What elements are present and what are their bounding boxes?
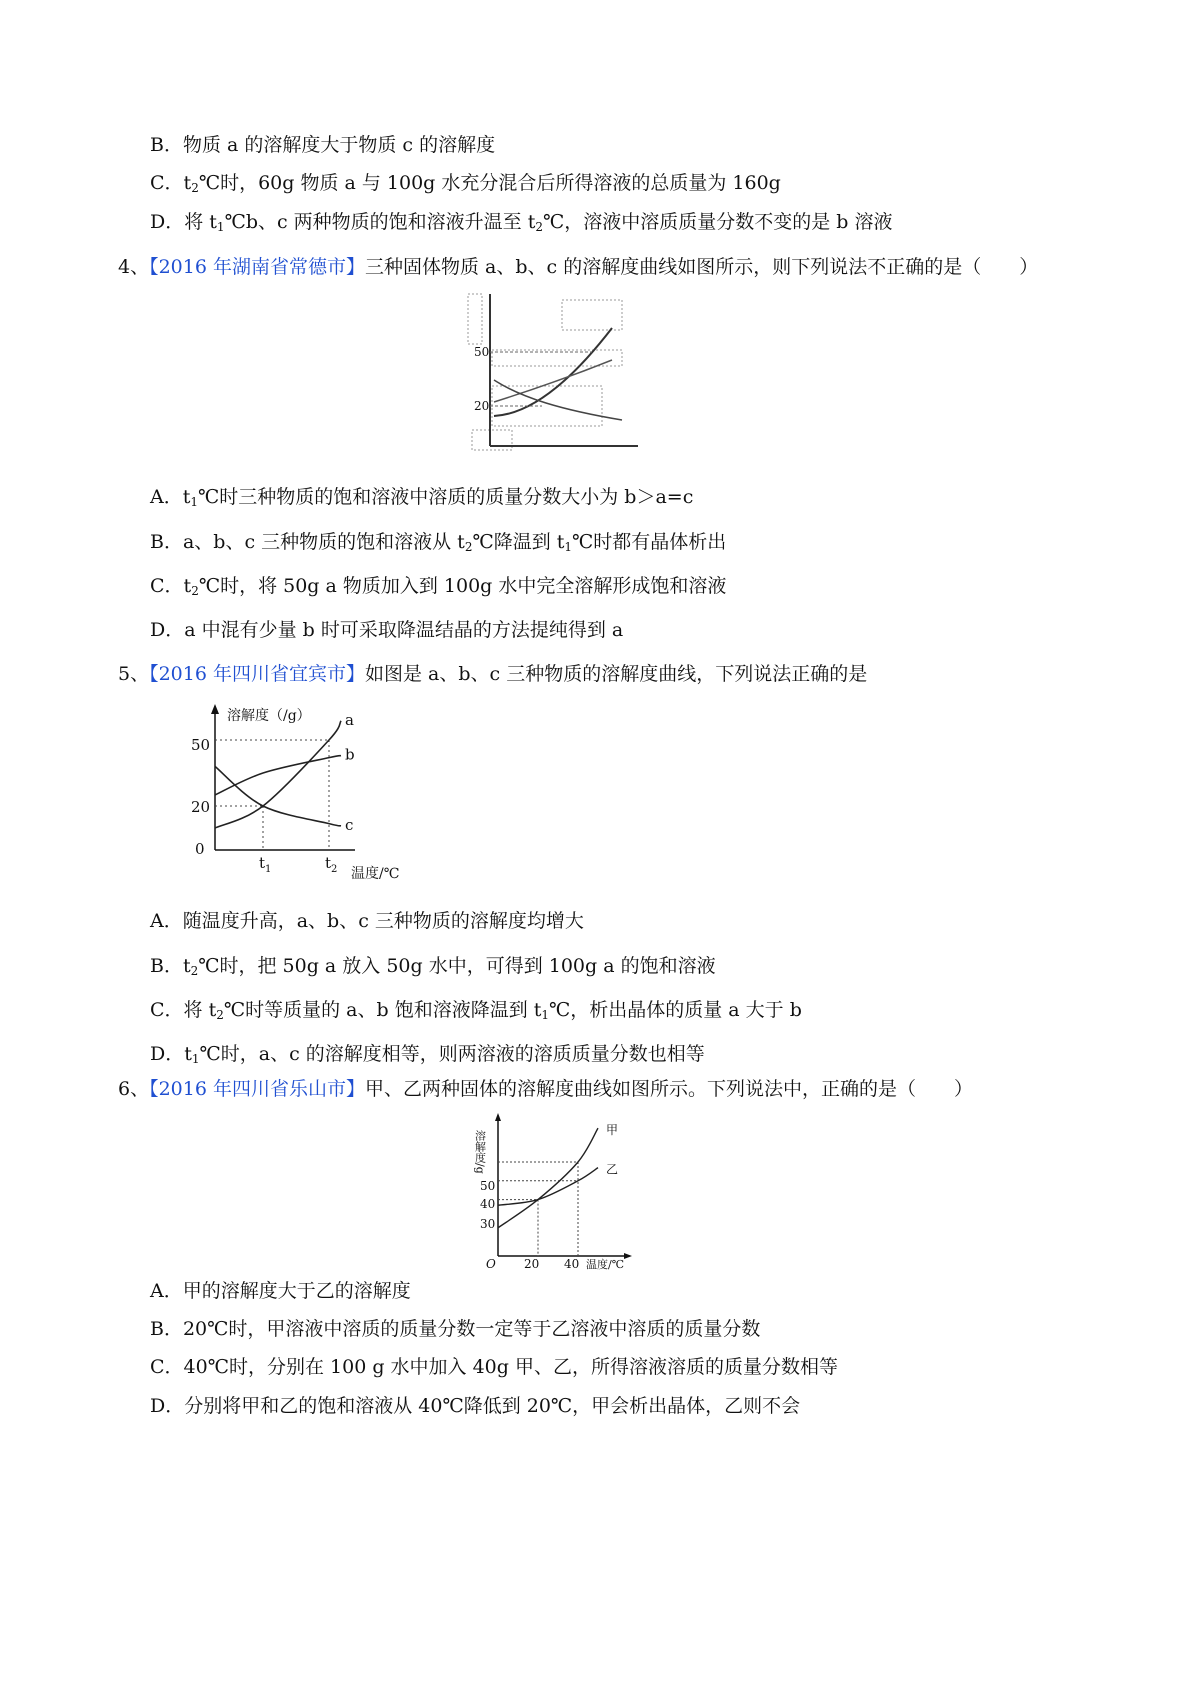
q5-ylabel: 溶解度（/g） (227, 708, 311, 724)
q6-solubility-figure (473, 1110, 638, 1272)
q4-ytick-50: 50 (474, 345, 490, 359)
q5-ytick-0: 0 (195, 840, 205, 858)
q4-option-c: C．$t_2℃$时，将 50g a 物质加入到 100g 水中完全溶解形成饱和溶液 (150, 575, 727, 598)
q5-option-b: B．$t_2℃$时，把 50g a 放入 50g 水中，可得到 100g a 的饱和溶液 (150, 955, 716, 978)
q3-option-b: B．物质 a 的溶解度大于物质 c 的溶解度 (150, 134, 496, 156)
q3-option-c: C．$t_2℃$时，60g 物质 a 与 100g 水充分混合后所得溶液的总质量为 160g (150, 172, 781, 195)
q4-source: 【2016 年湖南省常德市】 (149, 256, 365, 278)
q6-ytick-30: 30 (480, 1217, 496, 1231)
q5-source: 【2016 年四川省宜宾市】 (149, 663, 365, 685)
q6-xtick-40: 40 (564, 1257, 580, 1271)
q5-chart (185, 698, 425, 888)
q6-option-c: C．40℃时，分别在 100 g 水中加入 40g 甲、乙，所得溶液溶质的质量分数相等 (150, 1356, 838, 1378)
q4-option-d: D．a 中混有少量 b 时可采取降温结晶的方法提纯得到 a (150, 619, 624, 641)
q4-stem: 4、【2016 年湖南省常德市】三种固体物质 a、b、c 的溶解度曲线如图所示，则下列说法不正确的是（ ） (118, 256, 1039, 278)
q6-stem: 6、【2016 年四川省乐山市】甲、乙两种固体的溶解度曲线如图所示。下列说法中，正确的是（ ） (118, 1078, 974, 1100)
q5-option-a: A．随温度升高，a、b、c 三种物质的溶解度均增大 (150, 910, 584, 932)
q5-xtick-t2: $t_2$ (325, 854, 338, 875)
q5-xtick-t1: $t_1$ (259, 854, 272, 875)
q6-series-乙-label: 乙 (606, 1162, 619, 1177)
q4-option-a: A．$t_1℃$时三种物质的饱和溶液中溶质的质量分数大小为 b＞a=c (150, 486, 694, 509)
q6-option-b: B．20℃时，甲溶液中溶质的质量分数一定等于乙溶液中溶质的质量分数 (150, 1318, 761, 1340)
q6-option-d: D．分别将甲和乙的饱和溶液从 40℃降低到 20℃，甲会析出晶体，乙则不会 (150, 1395, 801, 1417)
q5-xlabel: 温度/℃ (351, 866, 400, 882)
q6-source: 【2016 年四川省乐山市】 (149, 1078, 365, 1100)
q4-noisy-chart (462, 290, 642, 466)
q5-series-b-label: b (345, 745, 355, 764)
q5-series-a-label: a (345, 710, 354, 729)
q6-xtick-20: 20 (524, 1257, 540, 1271)
q4-solubility-figure (462, 290, 642, 466)
q6-series-甲-label: 甲 (606, 1123, 619, 1138)
q5-solubility-figure (185, 698, 425, 888)
q5-ytick-50: 50 (191, 736, 211, 754)
q6-ytick-50: 50 (480, 1179, 496, 1193)
q5-option-d: D．$t_1℃$时，a、c 的溶解度相等，则两溶液的溶质质量分数也相等 (150, 1043, 705, 1066)
q4-ytick-20: 20 (474, 399, 490, 413)
q3-option-d: D．将 $t_1℃b$、c 两种物质的饱和溶液升温至 $t_2℃$，溶液中溶质质量分数不变的是 b 溶液 (150, 211, 893, 234)
q6-ytick-40: 40 (480, 1197, 496, 1211)
q5-stem: 5、【2016 年四川省宜宾市】如图是 a、b、c 三种物质的溶解度曲线，下列说法正确的是 (118, 663, 868, 685)
q6-origin: O (486, 1257, 496, 1271)
q4-option-b: B．a、b、c 三种物质的饱和溶液从 $t_2℃$降温到 $t_1℃$时都有晶体析出 (150, 531, 727, 554)
q6-xlabel: 温度/℃ (586, 1258, 625, 1271)
q5-ytick-20: 20 (191, 798, 211, 816)
q6-chart (473, 1110, 638, 1272)
q6-option-a: A．甲的溶解度大于乙的溶解度 (150, 1280, 411, 1302)
q5-series-c-label: c (345, 815, 354, 834)
q6-ylabel: 溶解度/g (473, 1130, 487, 1174)
q5-option-c: C．将 $t_2℃$时等质量的 a、b 饱和溶液降温到 $t_1℃$，析出晶体的质量 a 大于 b (150, 999, 802, 1022)
